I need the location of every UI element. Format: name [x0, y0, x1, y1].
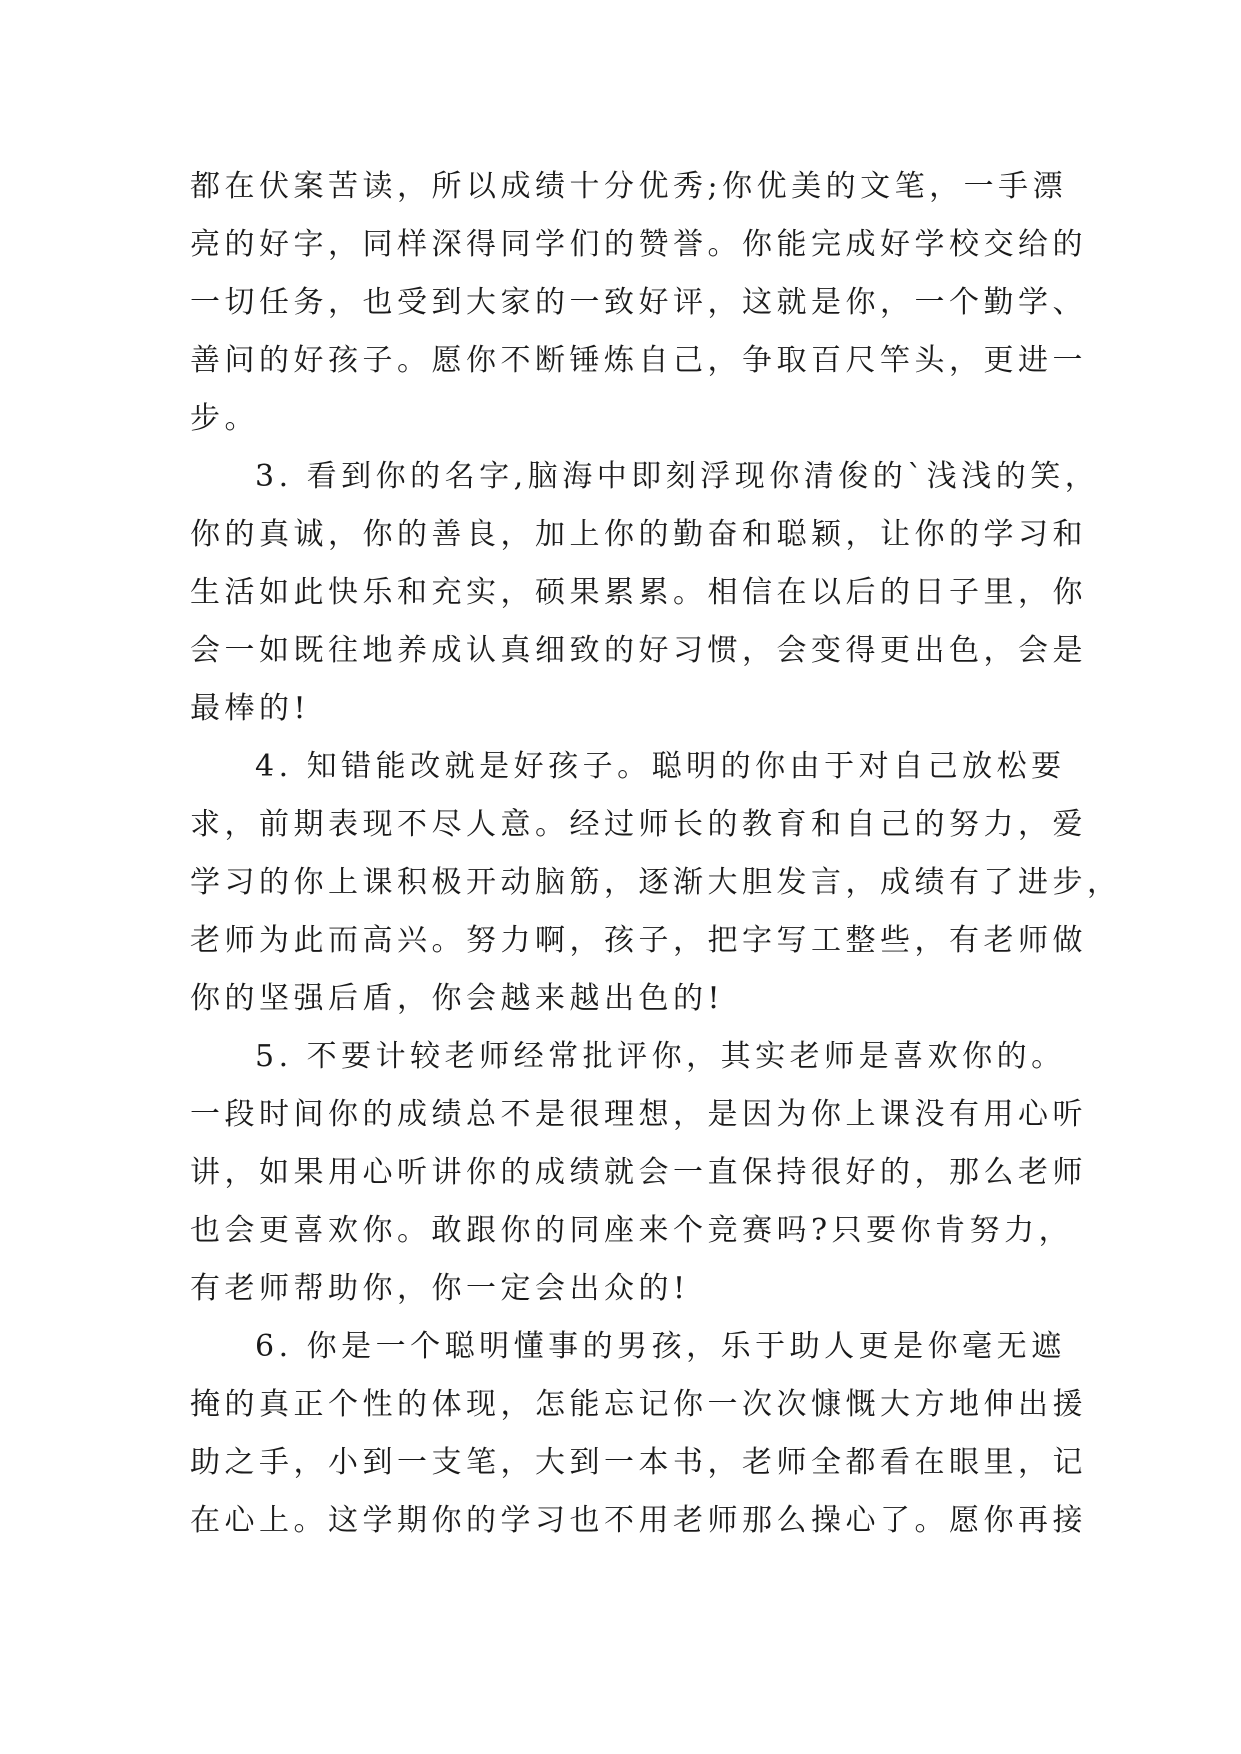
text-line: 步。 [190, 401, 259, 436]
text-line: 有老师帮助你，你一定会出众的! [190, 1271, 690, 1306]
text-line: 最棒的! [190, 691, 311, 726]
text-line: 讲，如果用心听讲你的成绩就会一直保持很好的，那么老师 [190, 1155, 1087, 1190]
text-line: 助之手，小到一支笔，大到一本书，老师全都看在眼里，记 [190, 1445, 1087, 1480]
body-text [190, 158, 1122, 1550]
text-line: 生活如此快乐和充实，硕果累累。相信在以后的日子里，你 [190, 575, 1087, 610]
text-line: 你的真诚，你的善良，加上你的勤奋和聪颖，让你的学习和 [190, 517, 1087, 552]
text-line: 也会更喜欢你。敢跟你的同座来个竞赛吗?只要你肯努力， [190, 1213, 1074, 1248]
text-line: 掩的真正个性的体现，怎能忘记你一次次慷慨大方地伸出援 [190, 1387, 1087, 1422]
paragraph-4-start: 4. 知错能改就是好孩子。聪明的你由于对自己放松要 [255, 749, 1066, 784]
text-line: 亮的好字，同样深得同学们的赞誉。你能完成好学校交给的 [190, 227, 1087, 262]
text-line: 你的坚强后盾，你会越来越出色的! [190, 981, 725, 1016]
text-line: 善问的好孩子。愿你不断锤炼自己，争取百尺竿头，更进一 [190, 343, 1087, 378]
text-line: 在心上。这学期你的学习也不用老师那么操心了。愿你再接 [190, 1503, 1087, 1538]
text-line: 一段时间你的成绩总不是很理想，是因为你上课没有用心听 [190, 1097, 1087, 1132]
paragraph-6-start: 6. 你是一个聪明懂事的男孩，乐于助人更是你毫无遮 [255, 1329, 1066, 1364]
text-line: 会一如既往地养成认真细致的好习惯，会变得更出色，会是 [190, 633, 1087, 668]
text-line: 老师为此而高兴。努力啊，孩子，把字写工整些，有老师做 [190, 923, 1087, 958]
text-line: 都在伏案苦读，所以成绩十分优秀;你优美的文笔，一手漂 [190, 169, 1068, 204]
text-line: 学习的你上课积极开动脑筋，逐渐大胆发言，成绩有了进步， [190, 865, 1122, 900]
text-line: 一切任务，也受到大家的一致好评，这就是你，一个勤学、 [190, 285, 1087, 320]
text-line: 求，前期表现不尽人意。经过师长的教育和自己的努力，爱 [190, 807, 1087, 842]
paragraph-3-start: 3. 看到你的名字,脑海中即刻浮现你清俊的`浅浅的笑， [255, 459, 1100, 494]
paragraph-5-start: 5. 不要计较老师经常批评你，其实老师是喜欢你的。 [255, 1039, 1066, 1074]
